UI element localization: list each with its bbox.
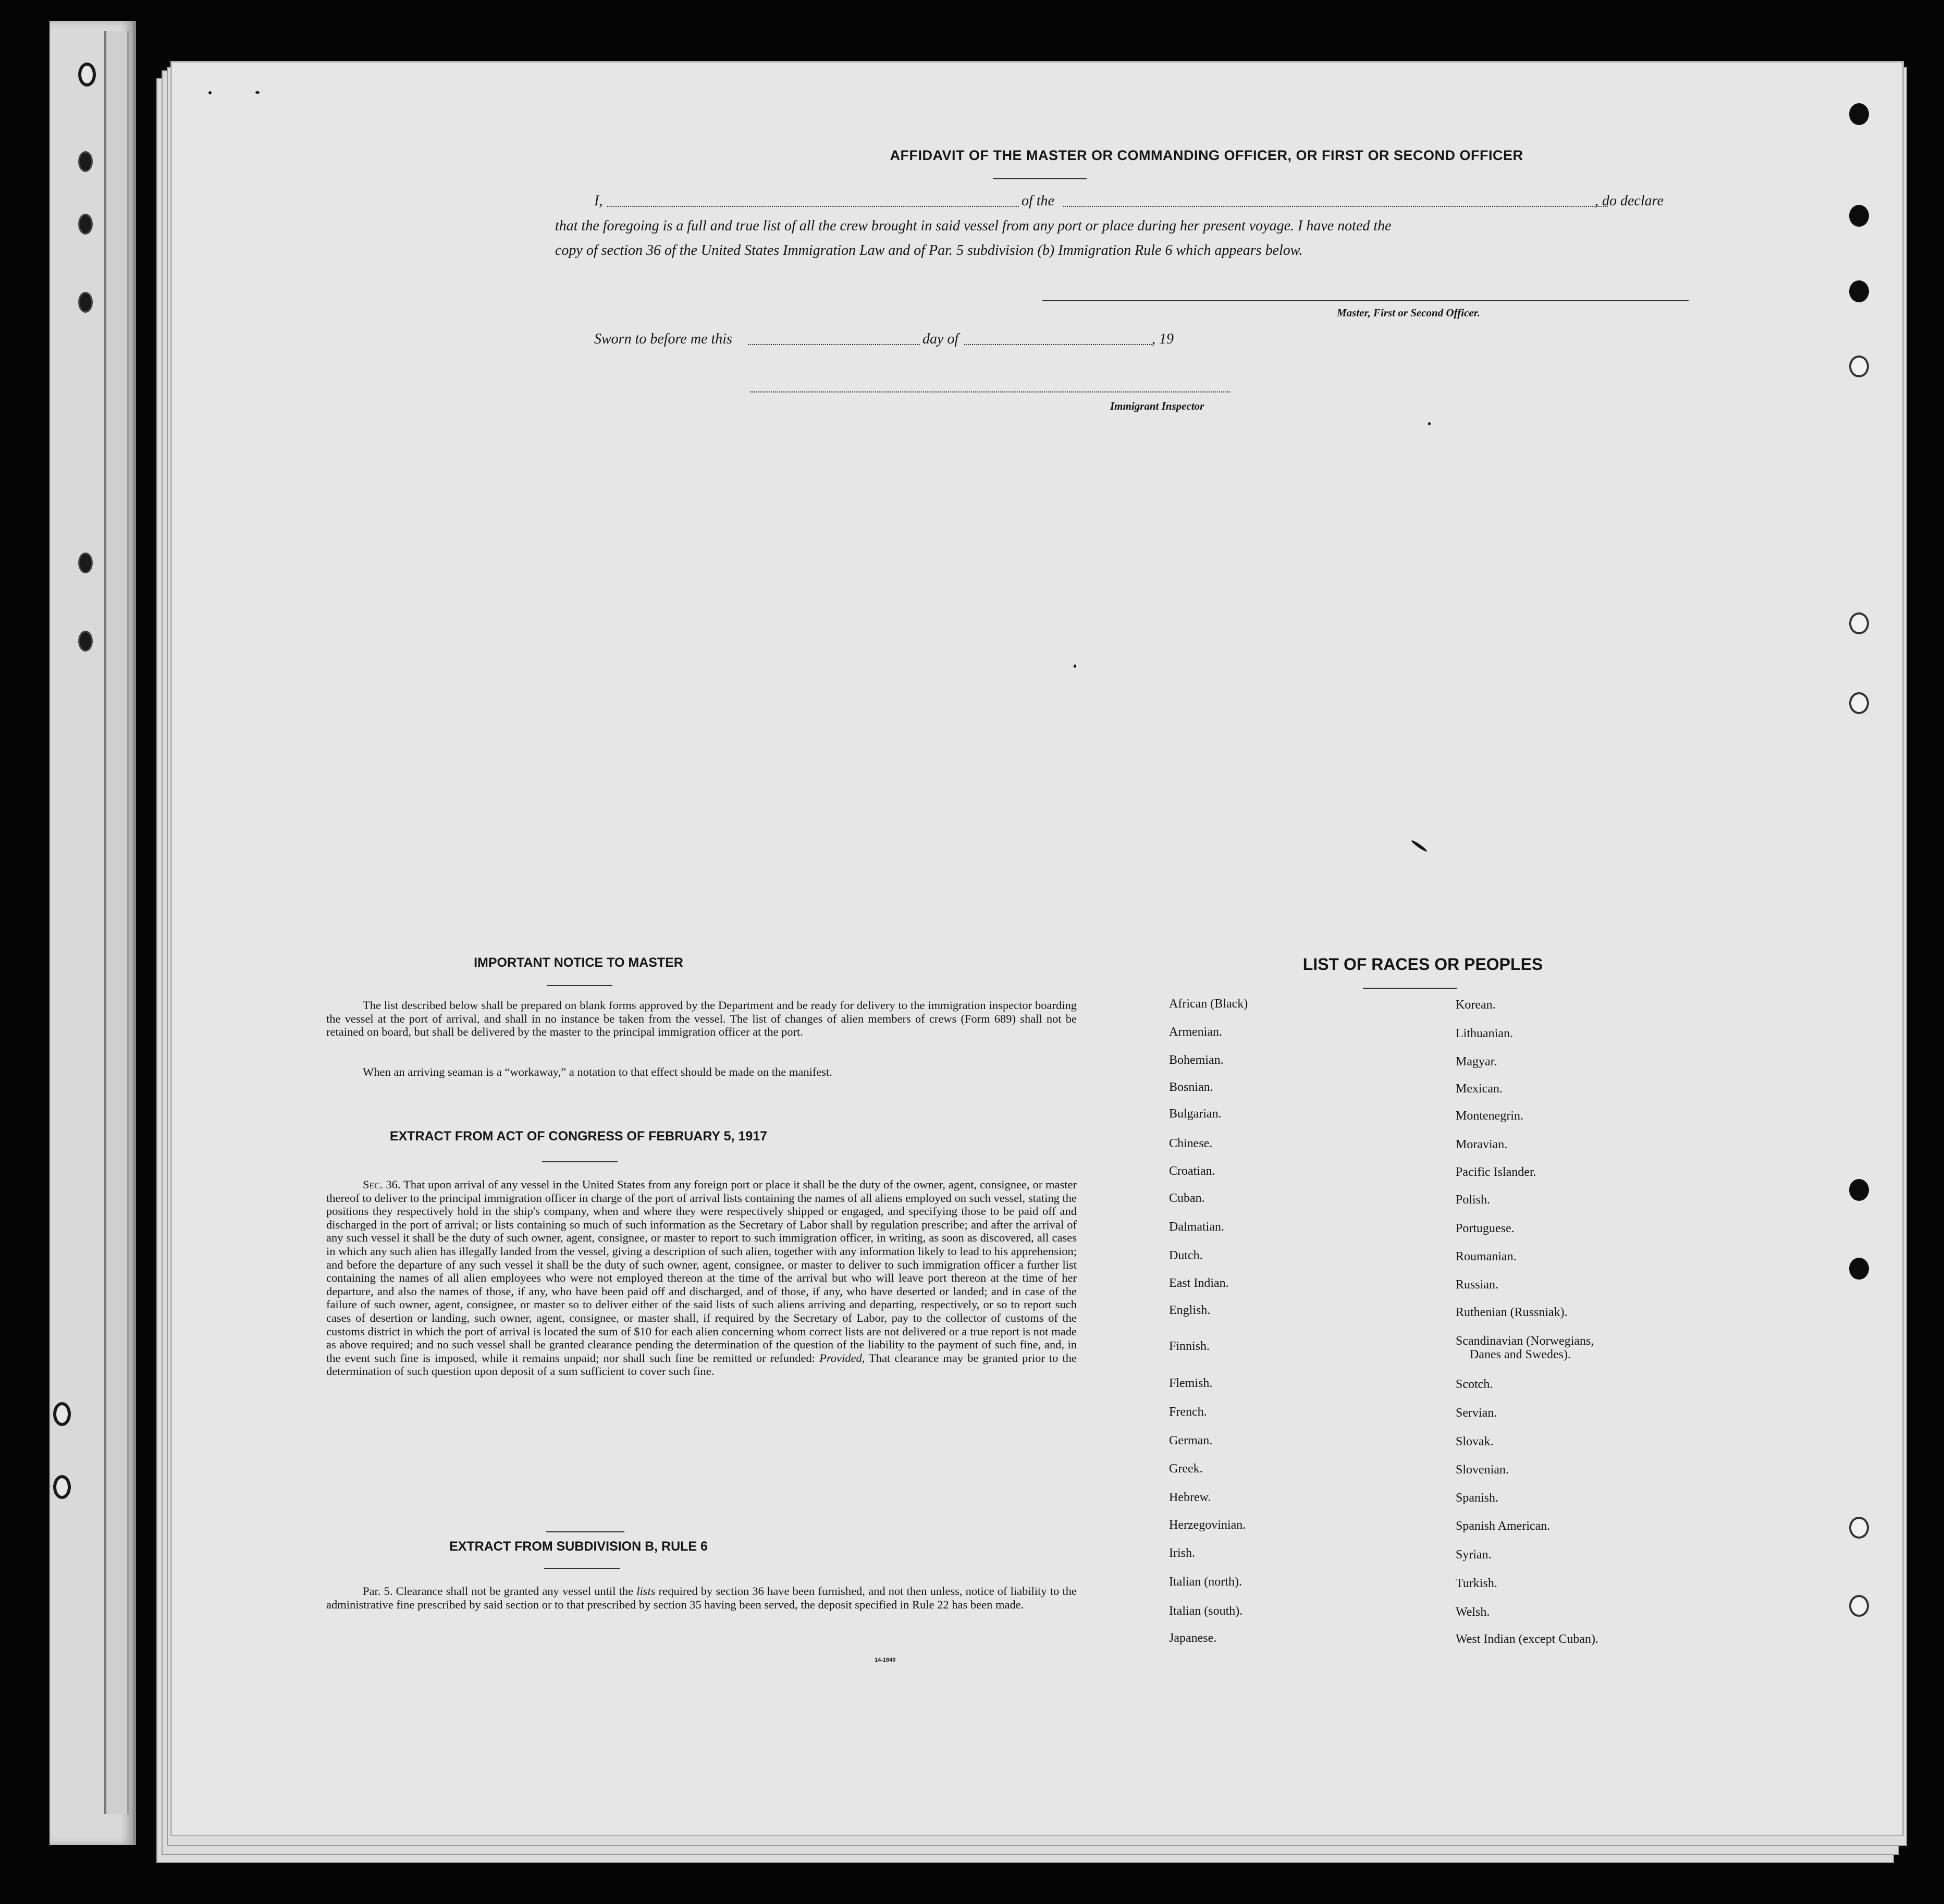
race-right-item: Montenegrin. bbox=[1456, 1109, 1523, 1123]
punch-hole bbox=[1849, 1595, 1869, 1617]
binding-hole bbox=[53, 1402, 71, 1426]
punch-hole bbox=[1849, 1179, 1869, 1201]
race-right-item: Slovenian. bbox=[1456, 1463, 1509, 1477]
race-left-item: Irish. bbox=[1169, 1546, 1195, 1560]
race-left-item: Bulgarian. bbox=[1169, 1107, 1222, 1121]
punch-hole bbox=[1849, 692, 1869, 714]
race-right-item: Slovak. bbox=[1456, 1435, 1494, 1448]
notice-paragraph-2: When an arriving seaman is a “workaway,” a notation to that effect should be made on the manifest. bbox=[363, 1065, 832, 1078]
name-fill-line[interactable] bbox=[607, 206, 1019, 207]
officer-signature-line[interactable] bbox=[1042, 300, 1689, 301]
notice-paragraph-1: The list described below shall be prepared on blank forms approved by the Department and be ready for delivery to the immigration inspector boarding the vessel at the port of arrival, and shall in no instance be taken from the vessel. The list of changes of alien members of crews (Form 689) shall not be retained on board, but shall be delivered by the master to the principal immigration officer at the port. bbox=[326, 999, 1077, 1039]
race-left-item: East Indian. bbox=[1169, 1276, 1229, 1290]
race-left-item: Italian (north). bbox=[1169, 1575, 1242, 1589]
form-number: 14-1840 bbox=[875, 1657, 896, 1663]
race-left-item: Bohemian. bbox=[1169, 1053, 1224, 1067]
race-left-item: Croatian. bbox=[1169, 1164, 1215, 1178]
notice-divider bbox=[547, 985, 612, 986]
crew-list-form-page bbox=[172, 63, 1902, 1835]
officer-signature-label: Master, First or Second Officer. bbox=[1337, 306, 1480, 319]
binding-hole bbox=[78, 552, 93, 573]
inspector-signature-line[interactable] bbox=[750, 391, 1230, 392]
affidavit-line-2: that the foregoing is a full and true list of all the crew brought in said vessel from any port or place during her present voyage. I have noted the bbox=[555, 218, 1392, 234]
race-left-item: Finnish. bbox=[1169, 1340, 1210, 1353]
punch-hole bbox=[1849, 355, 1869, 377]
title-divider bbox=[993, 178, 1087, 179]
scan-speck bbox=[208, 91, 212, 94]
race-left-item: Hebrew. bbox=[1169, 1491, 1211, 1504]
scan-speck bbox=[255, 91, 260, 94]
race-right-item: Servian. bbox=[1456, 1406, 1497, 1420]
race-right-item: West Indian (except Cuban). bbox=[1456, 1632, 1598, 1646]
race-left-item: English. bbox=[1169, 1304, 1211, 1317]
sworn-year-label: , 19 bbox=[1152, 331, 1174, 347]
race-left-item: Japanese. bbox=[1169, 1631, 1217, 1645]
scan-speck bbox=[1428, 422, 1431, 425]
race-left-item: Dalmatian. bbox=[1169, 1220, 1224, 1234]
race-right-item: Scandinavian (Norwegians, bbox=[1456, 1334, 1594, 1348]
rule-lists-word: lists bbox=[636, 1584, 656, 1598]
sworn-day-of-label: day of bbox=[922, 331, 959, 347]
affidavit-of-the-label: of the bbox=[1022, 193, 1054, 209]
race-right-item: Korean. bbox=[1456, 998, 1496, 1012]
scan-speck bbox=[1074, 665, 1076, 668]
race-right-item: Spanish. bbox=[1456, 1491, 1499, 1505]
rule-divider-bottom bbox=[544, 1568, 620, 1569]
affidavit-i-label: I, bbox=[594, 193, 603, 209]
punch-hole bbox=[1849, 205, 1869, 227]
race-right-item: Syrian. bbox=[1456, 1548, 1492, 1562]
race-left-item: Chinese. bbox=[1169, 1137, 1213, 1150]
act-section-36 bbox=[326, 1178, 1077, 1378]
affidavit-declare-label: , do declare bbox=[1595, 193, 1664, 209]
race-left-item: Dutch. bbox=[1169, 1249, 1203, 1262]
race-right-item: Magyar. bbox=[1456, 1055, 1497, 1068]
race-right-item: Turkish. bbox=[1456, 1577, 1497, 1590]
rule-paragraph bbox=[326, 1584, 1077, 1611]
binding-hole bbox=[78, 292, 93, 313]
race-left-item: Bosnian. bbox=[1169, 1080, 1213, 1094]
race-right-item: Portuguese. bbox=[1456, 1222, 1515, 1235]
sworn-month-fill-line[interactable] bbox=[964, 344, 1152, 345]
punch-hole bbox=[1849, 1517, 1869, 1539]
punch-hole bbox=[1849, 612, 1869, 634]
vessel-fill-line[interactable] bbox=[1063, 206, 1608, 207]
race-right-item: Pacific Islander. bbox=[1456, 1165, 1536, 1179]
race-left-item: Greek. bbox=[1169, 1462, 1203, 1476]
race-right-item: Roumanian. bbox=[1456, 1250, 1517, 1263]
race-right-item: Ruthenian (Russniak). bbox=[1456, 1306, 1568, 1319]
race-right-item: Spanish American. bbox=[1456, 1519, 1551, 1533]
races-divider bbox=[1363, 988, 1457, 989]
punch-hole bbox=[1849, 280, 1869, 302]
act-divider bbox=[542, 1161, 618, 1162]
binding-hole bbox=[78, 151, 93, 172]
act-text-end: That clearance may be granted prior to the determination of such question upon deposit of a sum sufficient to cover such fine. bbox=[326, 1351, 1077, 1378]
binding-hole bbox=[78, 631, 93, 652]
race-right-item: Moravian. bbox=[1456, 1138, 1508, 1151]
race-right-item: Scotch. bbox=[1456, 1378, 1493, 1391]
punch-hole bbox=[1849, 1258, 1869, 1280]
race-left-item: Italian (south). bbox=[1169, 1604, 1243, 1618]
race-left-item: Cuban. bbox=[1169, 1191, 1205, 1205]
race-left-item: Herzegovinian. bbox=[1169, 1518, 1246, 1532]
race-left-item: French. bbox=[1169, 1405, 1207, 1419]
race-left-item: German. bbox=[1169, 1434, 1213, 1447]
race-left-item: Armenian. bbox=[1169, 1025, 1222, 1039]
notice-title: IMPORTANT NOTICE TO MASTER bbox=[474, 955, 683, 970]
race-right-item: Polish. bbox=[1456, 1193, 1491, 1207]
inspector-label: Immigrant Inspector bbox=[1110, 400, 1204, 412]
race-right-item: Russian. bbox=[1456, 1278, 1499, 1292]
punch-hole bbox=[1849, 103, 1869, 125]
rule-divider-top bbox=[546, 1531, 624, 1532]
race-right-item-continued: Danes and Swedes). bbox=[1470, 1348, 1571, 1361]
race-right-item: Welsh. bbox=[1456, 1605, 1490, 1619]
affidavit-line-3: copy of section 36 of the United States Immigration Law and of Par. 5 subdivision (b) Immigration Rule 6 which appears below. bbox=[555, 242, 1303, 259]
affidavit-title: AFFIDAVIT OF THE MASTER OR COMMANDING OFFICER, OR FIRST OR SECOND OFFICER bbox=[890, 148, 1523, 163]
act-extract-title: EXTRACT FROM ACT OF CONGRESS OF FEBRUARY 5, 1917 bbox=[389, 1129, 768, 1144]
act-text-main: That upon arrival of any vessel in the United States from any foreign port or place it shall be the duty of the owner, agent, consignee, or master thereof to deliver to the principal immigration officer in charge of the port of arrival lists containing the names of all aliens employed on such vessel, stating the positions they respectively hold in the ship's company, when and where they were respectively shipped or engaged, and specifying those to be paid off and discharged in the port of arrival; or lists containing so much of such information as the Secretary of Labor shall by regulation prescribe; and after the arrival of any such vessel it shall be the duty of such owner, agent, consignee, or master to report to such immigration officer, in writing, as soon as discovered, all cases in which any such alien has illegally landed from the vessel, giving a description of such alien, together with any information likely to lead to his apprehension; and before the departure of any such vessel it shall be the duty of such owner, agent, consignee, or master to deliver to such immigration officer a further list containing the names of all alien employees who were not employed thereon at the time of the arrival but who will leave port thereon at the time of her departure, and also the names of those, if any, who have been paid off and discharged, and of those, if any, who have deserted or landed; and in case of the failure of such owner, agent, consignee, or master so to deliver either of the said lists of such aliens arriving and departing, respectively, or so to report such cases of desertion or landing, such owner, agent, consignee, or master shall, if required by the Secretary of Labor, pay to the collector of customs of the customs district in which the port of arrival is located the sum of $10 for each alien concerning whom correct lists are not delivered or a true report is not made as above required; and no such vessel shall be granted clearance pending the determination of the question of the liability to the payment of such fine, and, in the event such fine is imposed, while it remains unpaid; nor shall such fine be remitted or refunded: bbox=[326, 1178, 1077, 1365]
act-provided: Provided, bbox=[819, 1351, 865, 1365]
race-left-item: Flemish. bbox=[1169, 1377, 1213, 1390]
sec-36-label: Sec. 36. bbox=[363, 1178, 401, 1191]
binding-hole bbox=[53, 1475, 71, 1499]
race-left-item: African (Black) bbox=[1169, 997, 1248, 1011]
scan-speck bbox=[1411, 839, 1428, 853]
races-title: LIST OF RACES OR PEOPLES bbox=[1302, 955, 1543, 974]
race-right-item: Mexican. bbox=[1456, 1082, 1503, 1096]
sworn-prefix: Sworn to before me this bbox=[594, 331, 732, 347]
rule-text-start: Par. 5. Clearance shall not be granted any vessel until the bbox=[363, 1584, 634, 1598]
binding-edge bbox=[104, 31, 129, 1814]
race-right-item: Lithuanian. bbox=[1456, 1027, 1513, 1040]
rule-extract-title: EXTRACT FROM SUBDIVISION B, RULE 6 bbox=[449, 1539, 708, 1554]
sworn-day-fill-line[interactable] bbox=[748, 344, 920, 345]
binding-hole bbox=[78, 63, 96, 87]
rule-text-end: required by section 36 have been furnished, and not then unless, notice of liability to the administrative fine prescribed by said section or to that prescribed by section 35 having been served, the deposit specified in Rule 22 has been made. bbox=[326, 1584, 1077, 1611]
binding-hole bbox=[78, 214, 93, 235]
